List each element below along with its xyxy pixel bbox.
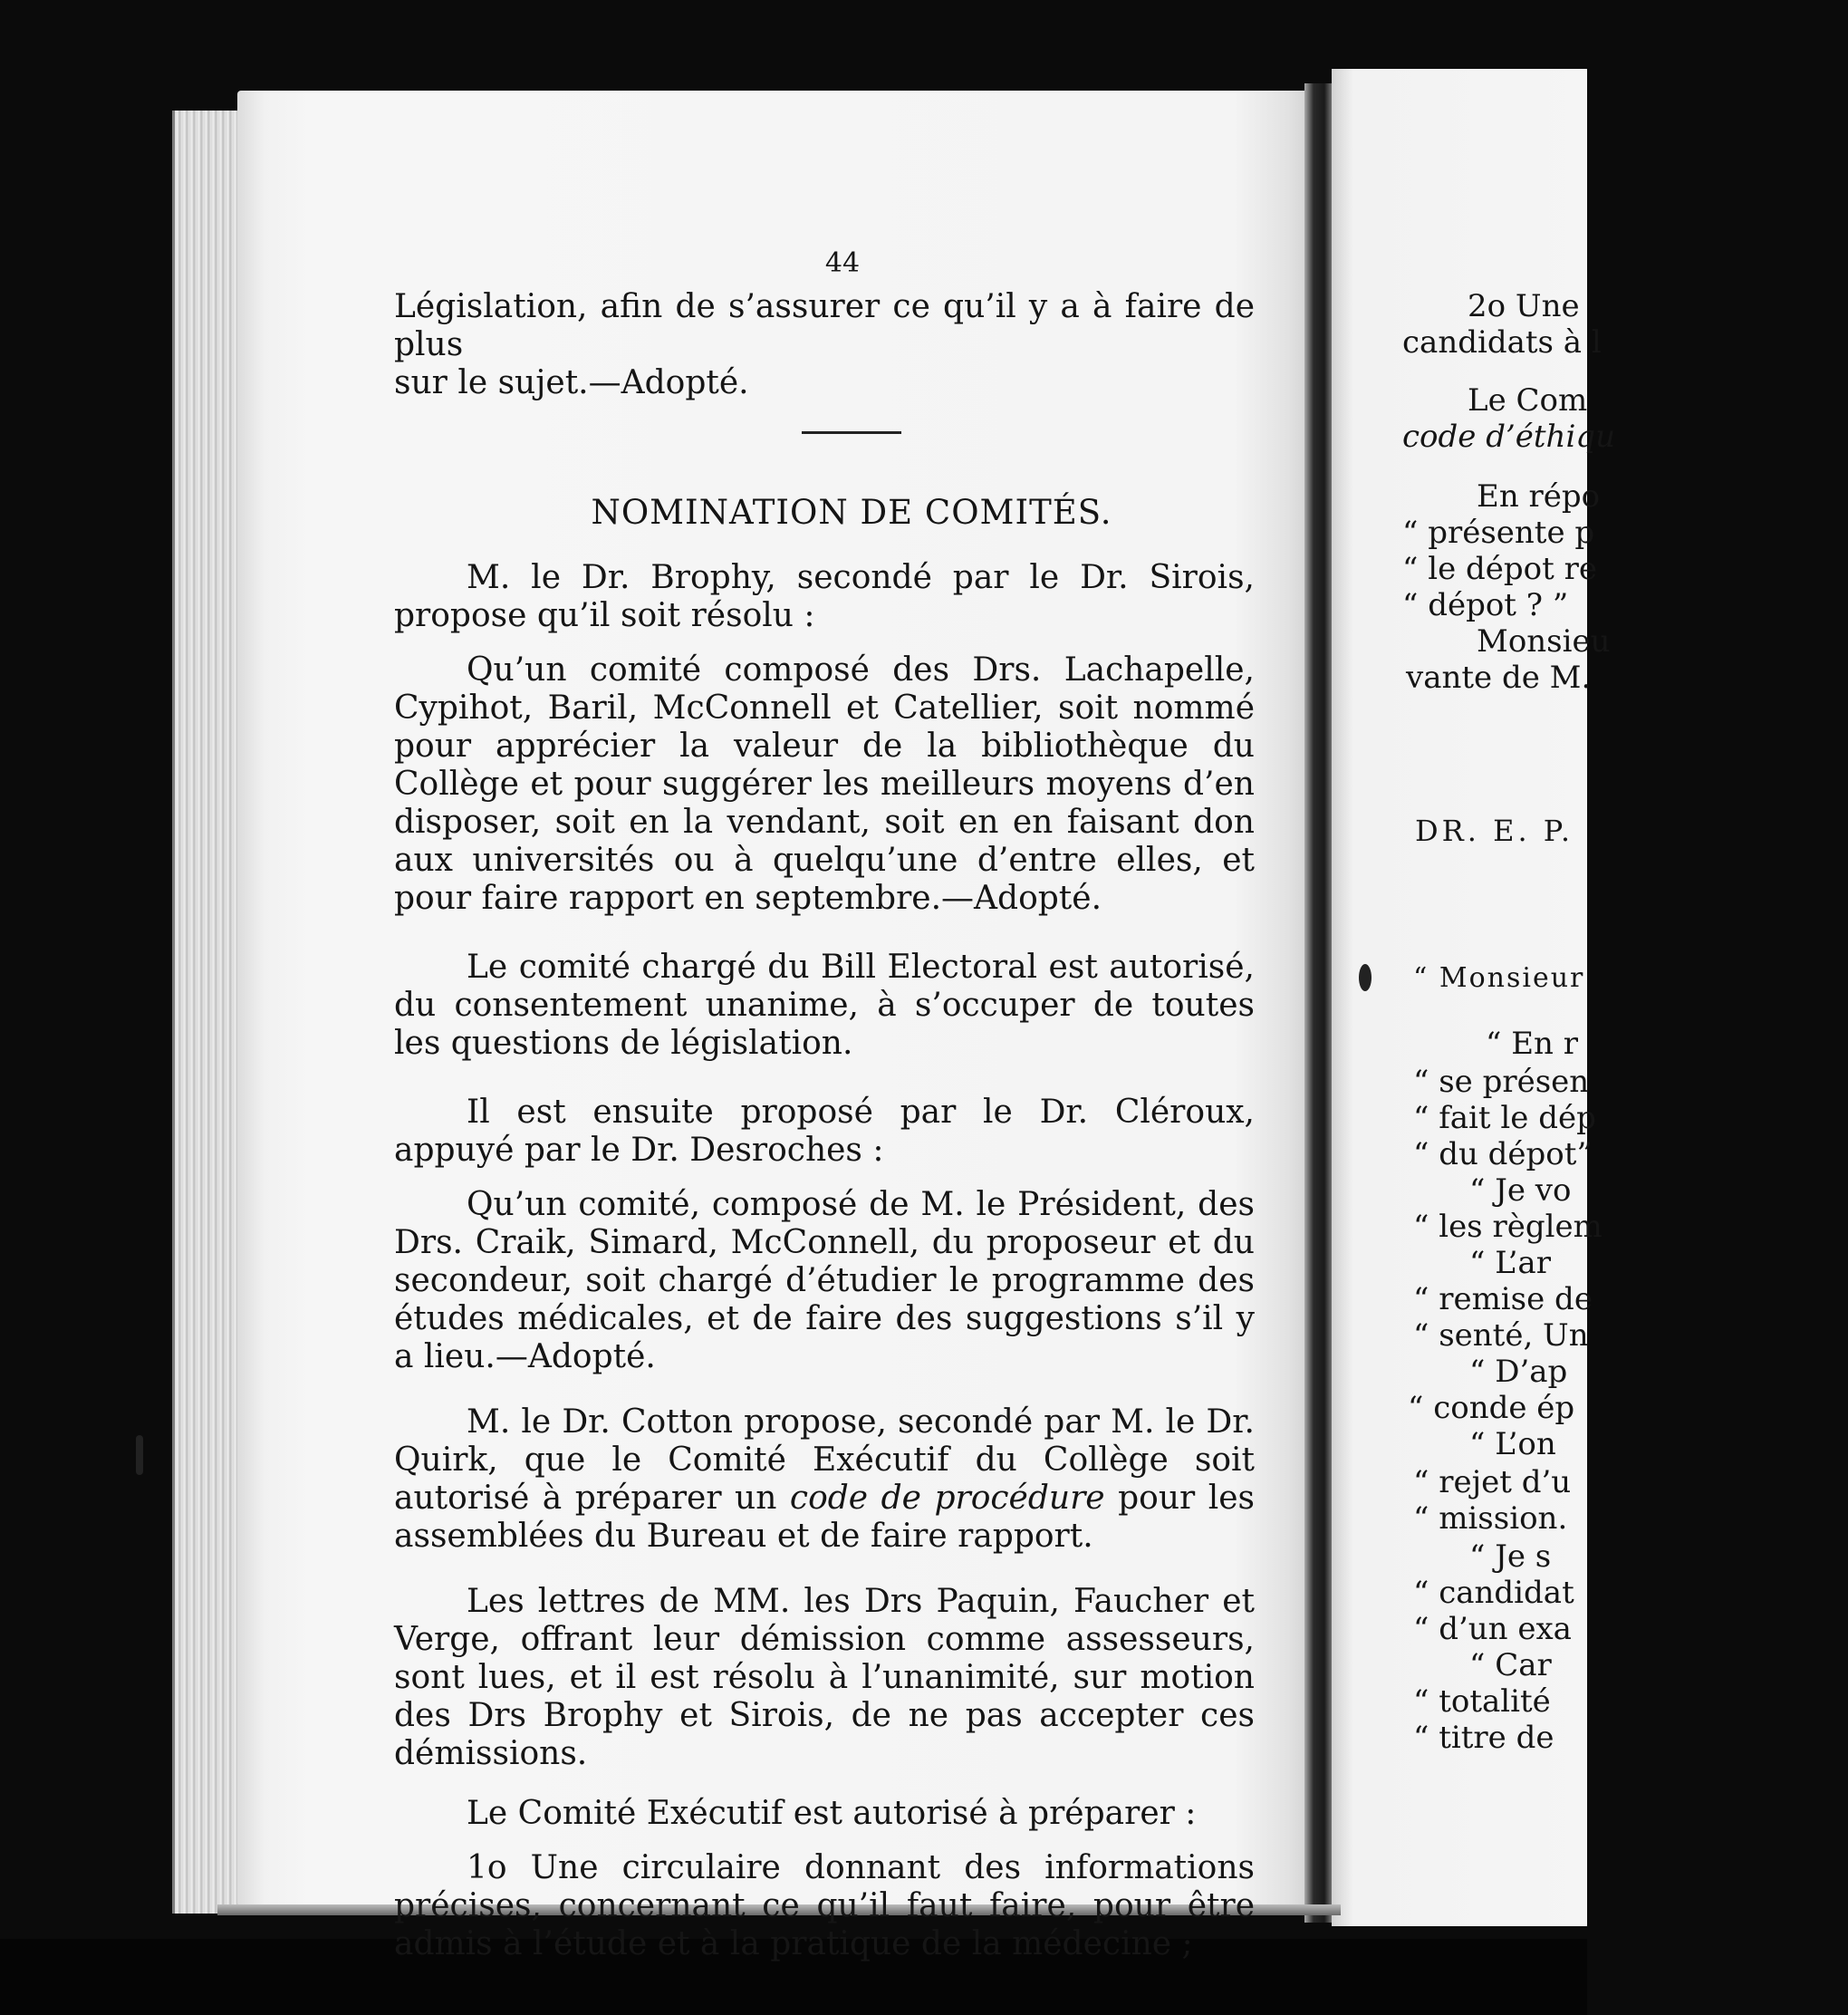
right-text-line: “ d’un exa: [1413, 1611, 1572, 1647]
right-text-line: “ se présen: [1413, 1064, 1590, 1100]
right-text-line: “ Je vo: [1469, 1172, 1572, 1209]
right-text-line: “ En r: [1486, 1026, 1578, 1062]
paragraph: Il est ensuite proposé par le Dr. Cléroux, appuyé par le Dr. Desroches :: [394, 1094, 1255, 1169]
paragraph: Les lettres de MM. les Drs Paquin, Faucher et Verge, offrant leur démission comme assesseurs, sont lues, et il est résolu à l’unanimité, sur motion des Drs Brophy et Sirois, de ne pas accepter ces démissions.: [394, 1583, 1255, 1772]
right-text-line: “ Car: [1469, 1647, 1552, 1683]
right-text-line: “ mission.: [1413, 1500, 1568, 1537]
right-text-line: “ dépot ? ”: [1402, 587, 1569, 623]
right-text-line: vante de M.: [1406, 660, 1592, 696]
page-number: 44: [824, 247, 861, 279]
right-text-line: Le Com: [1468, 382, 1588, 419]
paragraph: Qu’un comité composé des Drs. Lachapelle, Cypihot, Baril, McConnell et Catellier, soit nommé pour apprécier la valeur de la bibliothèque du Collège et pour suggérer les meilleurs moyens d’en disposer, soit en la vendant, soit en en faisant don aux universités ou à quelqu’une d’entre elles, et pour faire rapport en septembre.—Adopté.: [394, 651, 1255, 917]
section-divider: [802, 431, 901, 434]
paragraph: 1o Une circulaire donnant des informations précises, concernant ce qu’il faut faire, pour être admis à l’étude et à la pratique de la médecine ;: [394, 1849, 1255, 1962]
paragraph: Qu’un comité, composé de M. le Président, des Drs. Craik, Simard, McConnell, du proposeur et du secondeur, soit chargé d’étudier le programme des études médicales, et de faire des suggestions s’il y a lieu.—Adopté.: [394, 1186, 1255, 1375]
right-text-line: “ le dépot re: [1402, 551, 1597, 587]
left-page-text: [394, 245, 1255, 1980]
paragraph: [394, 1403, 1255, 1556]
text-run: M. le Dr. Cotton propose, secondé par M. le Dr. Quirk, que le Comité Exécutif du Collège soit autorisé à préparer un: [394, 1403, 1255, 1517]
ink-speck: [1359, 964, 1372, 991]
right-text-line: “ les règlem: [1413, 1209, 1603, 1245]
right-text-line: “ L’ar: [1469, 1245, 1551, 1281]
ink-speck: [136, 1435, 143, 1475]
paragraph: Le comité chargé du Bill Electoral est autorisé, du consentement unanime, à s’occuper de toutes les questions de législation.: [394, 949, 1255, 1062]
right-text-line: “ candidat: [1413, 1575, 1574, 1611]
right-salutation: “ Monsieur: [1413, 962, 1585, 994]
text-run: pour les assemblées du Bureau et de faire rapport.: [394, 1480, 1256, 1555]
paragraph-continued: [394, 288, 1255, 402]
paragraph: M. le Dr. Brophy, secondé par le Dr. Sirois, propose qu’il soit résolu :: [394, 559, 1255, 634]
right-text-line: “ L’on: [1469, 1426, 1556, 1462]
right-text-line: “ D’ap: [1469, 1354, 1568, 1390]
right-text-line: “ fait le dép: [1413, 1100, 1596, 1136]
right-text-line: “ rejet d’u: [1413, 1464, 1572, 1500]
right-text-line: Monsieu: [1477, 623, 1611, 660]
right-text-line: 2o Une: [1468, 288, 1580, 324]
italic-text: code de procédure: [789, 1480, 1105, 1517]
right-heading: DR. E. P.: [1415, 814, 1574, 848]
right-text-line: “ conde ép: [1408, 1390, 1575, 1426]
right-text-line: “ du dépot”: [1413, 1136, 1593, 1172]
book-gutter: [1304, 83, 1335, 1923]
right-text-line: “ remise de: [1413, 1281, 1593, 1317]
right-text-line: “ totalité: [1413, 1683, 1551, 1720]
right-text-line: “ Je s: [1469, 1538, 1552, 1575]
text-line: sur le sujet.—Adopté.: [394, 364, 749, 401]
text-line: Législation, afin de s’assurer ce qu’il y a à faire de plus: [394, 288, 1255, 363]
right-text-line: “ présente p: [1402, 515, 1595, 551]
right-text-line: En répo: [1477, 478, 1601, 515]
right-text-line: “ titre de: [1413, 1720, 1554, 1756]
paragraph: Le Comité Exécutif est autorisé à préparer :: [467, 1795, 1197, 1832]
right-text-line: “ senté, Un: [1413, 1317, 1589, 1354]
right-text-line-italic: code d’éthiqu: [1402, 419, 1615, 455]
section-heading: NOMINATION DE COMITÉS.: [591, 493, 1112, 532]
right-text-line: candidats à l: [1402, 324, 1602, 361]
